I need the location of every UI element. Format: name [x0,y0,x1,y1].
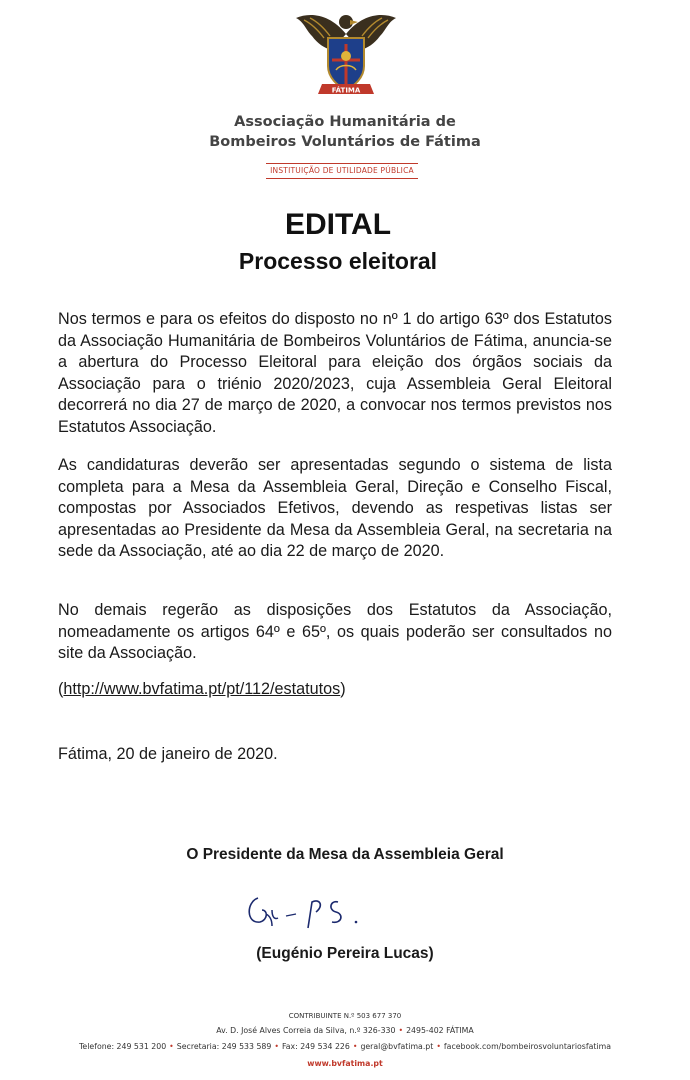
bullet-icon: • [274,1042,279,1051]
paragraph-3: No demais regerão as disposições dos Estatutos da Associação, nomeadamente os artigos 64º e 65º, os quais poderão ser consultados no site da Associação. [58,601,612,662]
logo-ribbon-text: FÁTIMA [331,86,361,95]
footer-telefone: Telefone: 249 531 200 [79,1042,167,1051]
document-subtitle: Processo eleitoral [238,248,438,274]
footer-address-line [0,1026,690,1035]
paragraph-2: As candidaturas deverão ser apresentadas segundo o sistema de lista completa para a Mesa da Assembleia Geral, Direção e Conselho Fiscal, compostas por Associados Efetivos, devendo as respetivas listas ser apresentadas ao Presidente da Mesa da Assembleia Geral, na secretaria na sede da Associação, até ao dia 22 de março de 2020. [58,456,612,560]
bullet-icon: • [436,1042,441,1051]
ribbon-icon [318,84,374,95]
org-name-line2: Bombeiros Voluntários de Fátima [209,134,481,150]
bullet-icon: • [352,1042,358,1051]
link-open-paren: ( [58,680,64,698]
public-utility-badge: INSTITUIÇÃO DE UTILIDADE PÚBLICA [266,163,418,179]
footer-contribuinte: CONTRIBUINTE N.º 503 677 370 [288,1012,402,1020]
footer-contacts-line [0,1042,690,1051]
handwritten-signature [238,880,388,940]
date-line: Fátima, 20 de janeiro de 2020. [58,745,278,763]
footer-postal: 2495-402 FÁTIMA [406,1026,474,1035]
association-logo [290,4,402,100]
document-title: EDITAL [284,208,392,241]
shield-icon [328,38,364,90]
org-name-line1: Associação Humanitária de [234,114,456,130]
statutes-link-line [58,680,346,699]
paragraph-1: Nos termos e para os efeitos do disposto no nº 1 do artigo 63º dos Estatutos da Associação Humanitária de Bombeiros Voluntários de Fátima, anuncia-se a abertura do Processo Eleitoral para eleição dos órgãos sociais da Associação para o triénio 2020/2023, cuja Assembleia Geral Eleitoral decorrerá no dia 27 de março de 2020, a convocar nos termos previstos nos Estatutos Associação. [58,310,612,436]
statutes-link[interactable]: http://www.bvfatima.pt/pt/112/estatutos [63,680,341,698]
bullet-icon: • [169,1042,174,1051]
footer-website[interactable]: www.bvfatima.pt [307,1059,383,1068]
link-close-paren: ) [340,680,346,698]
footer-secretaria: Secretaria: 249 533 589 [176,1042,272,1051]
bullet-icon: • [398,1026,404,1035]
footer-fax: Fax: 249 534 226 [281,1042,350,1051]
signer-name: (Eugénio Pereira Lucas) [256,945,434,962]
footer-email[interactable]: geral@bvfatima.pt [360,1042,434,1051]
signer-role: O Presidente da Mesa da Assembleia Geral [186,846,504,863]
footer-address: Av. D. José Alves Correia da Silva, n.º 326-330 [216,1026,396,1035]
footer-facebook[interactable]: facebook.com/bombeirosvoluntariosfatima [443,1042,611,1051]
